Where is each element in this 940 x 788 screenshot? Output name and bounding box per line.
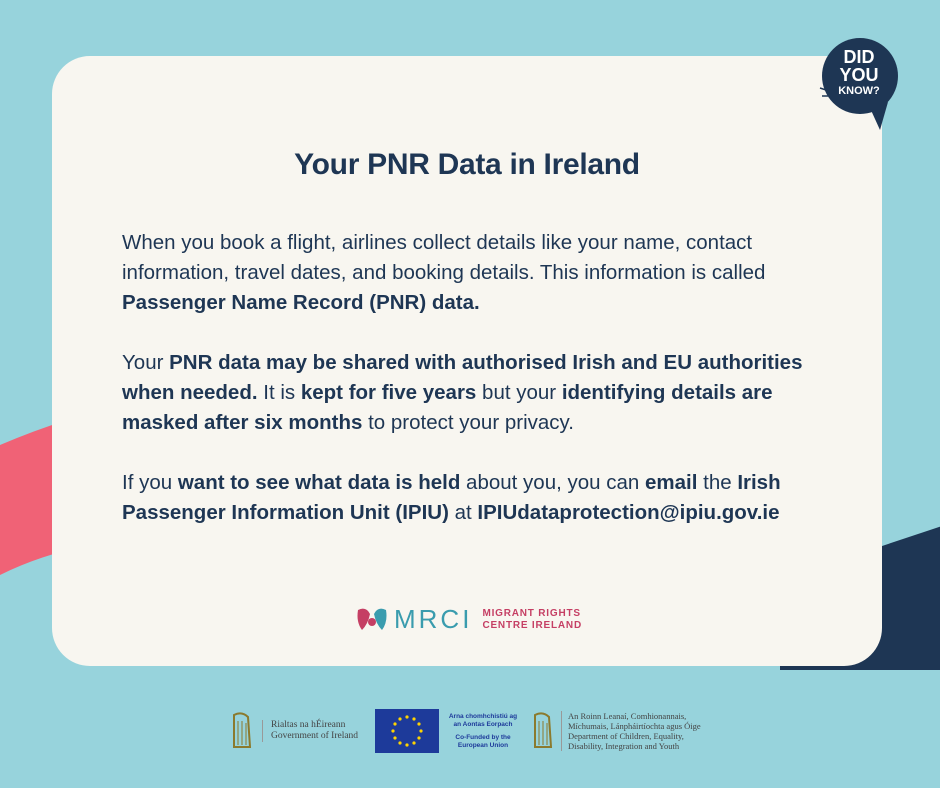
p1-bold: Passenger Name Record (PNR) data. bbox=[122, 291, 480, 314]
p2-text-4: to protect your privacy. bbox=[362, 411, 574, 434]
dept-line-1: An Roinn Leanaí, Comhionannais, bbox=[568, 711, 687, 721]
mrci-name: MRCI bbox=[394, 604, 473, 634]
p2-bold-2: kept for five years bbox=[300, 381, 477, 404]
eu-cofunded-text bbox=[445, 713, 521, 749]
p2-text-1: Your bbox=[122, 351, 170, 374]
did-you-know-badge bbox=[818, 36, 908, 132]
gov-line-2: Government of Ireland bbox=[271, 731, 359, 741]
badge-text bbox=[818, 48, 900, 98]
eu-stars-icon bbox=[375, 709, 439, 753]
paragraph-2 bbox=[122, 348, 822, 438]
mrci-logo bbox=[354, 604, 582, 635]
department-logo bbox=[561, 711, 718, 751]
mrci-subtitle bbox=[482, 608, 582, 632]
dept-line-3: Department of Children, Equality, bbox=[568, 731, 684, 741]
dept-line-4: Disability, Integration and Youth bbox=[568, 741, 680, 751]
body-text bbox=[122, 228, 822, 558]
harp-icon bbox=[228, 711, 254, 751]
eu-line-2: an Aontas Eorpach bbox=[453, 720, 513, 728]
p3-text-3: the bbox=[697, 471, 738, 494]
email-link[interactable]: IPIUdataprotection@ipiu.gov.ie bbox=[477, 501, 780, 524]
eu-line-4: European Union bbox=[457, 741, 509, 749]
p2-bold-3: identifying details are masked after six months bbox=[122, 381, 773, 434]
p2-text-3: but your bbox=[476, 381, 562, 404]
p3-bold-3: Irish Passenger Information Unit (IPIU) bbox=[122, 471, 781, 524]
paragraph-3 bbox=[122, 468, 822, 528]
eu-line-1: Arna chomhchistiú ag bbox=[448, 713, 518, 720]
mrci-subtitle-line-1: MIGRANT RIGHTS bbox=[482, 607, 581, 619]
mrci-subtitle-line-2: CENTRE IRELAND bbox=[482, 619, 582, 631]
p3-bold-2: email bbox=[645, 471, 698, 494]
harp-icon-2 bbox=[529, 711, 555, 751]
government-of-ireland-logo bbox=[262, 720, 367, 742]
p3-text-4: at bbox=[448, 501, 478, 524]
page-title: Your PNR Data in Ireland bbox=[294, 148, 640, 181]
badge-line-3: KNOW? bbox=[838, 85, 880, 97]
p2-text-2: It is bbox=[257, 381, 301, 404]
p3-bold-1: want to see what data is held bbox=[177, 471, 461, 494]
p1-text: When you book a flight, airlines collect details like your name, contact information, travel dates, and booking details. This information is called bbox=[122, 231, 766, 284]
info-card bbox=[52, 56, 882, 666]
badge-line-1: DID bbox=[843, 47, 875, 67]
dept-line-2: Míchumais, Lánpháirtíochta agus Óige bbox=[568, 721, 701, 731]
p3-text-1: If you bbox=[122, 471, 178, 494]
badge-line-2: YOU bbox=[839, 65, 879, 85]
gov-line-1: Rialtas na hÉireann bbox=[271, 720, 346, 730]
paragraph-1 bbox=[122, 228, 822, 318]
eu-line-3: Co-Funded by the bbox=[455, 734, 511, 741]
p3-text-2: about you, you can bbox=[460, 471, 645, 494]
footer-logos bbox=[228, 706, 718, 756]
p2-bold-1: PNR data may be shared with authorised Irish and EU authorities when needed. bbox=[122, 351, 803, 404]
eu-flag-icon bbox=[375, 709, 439, 753]
mrci-heart-icon bbox=[354, 606, 390, 634]
